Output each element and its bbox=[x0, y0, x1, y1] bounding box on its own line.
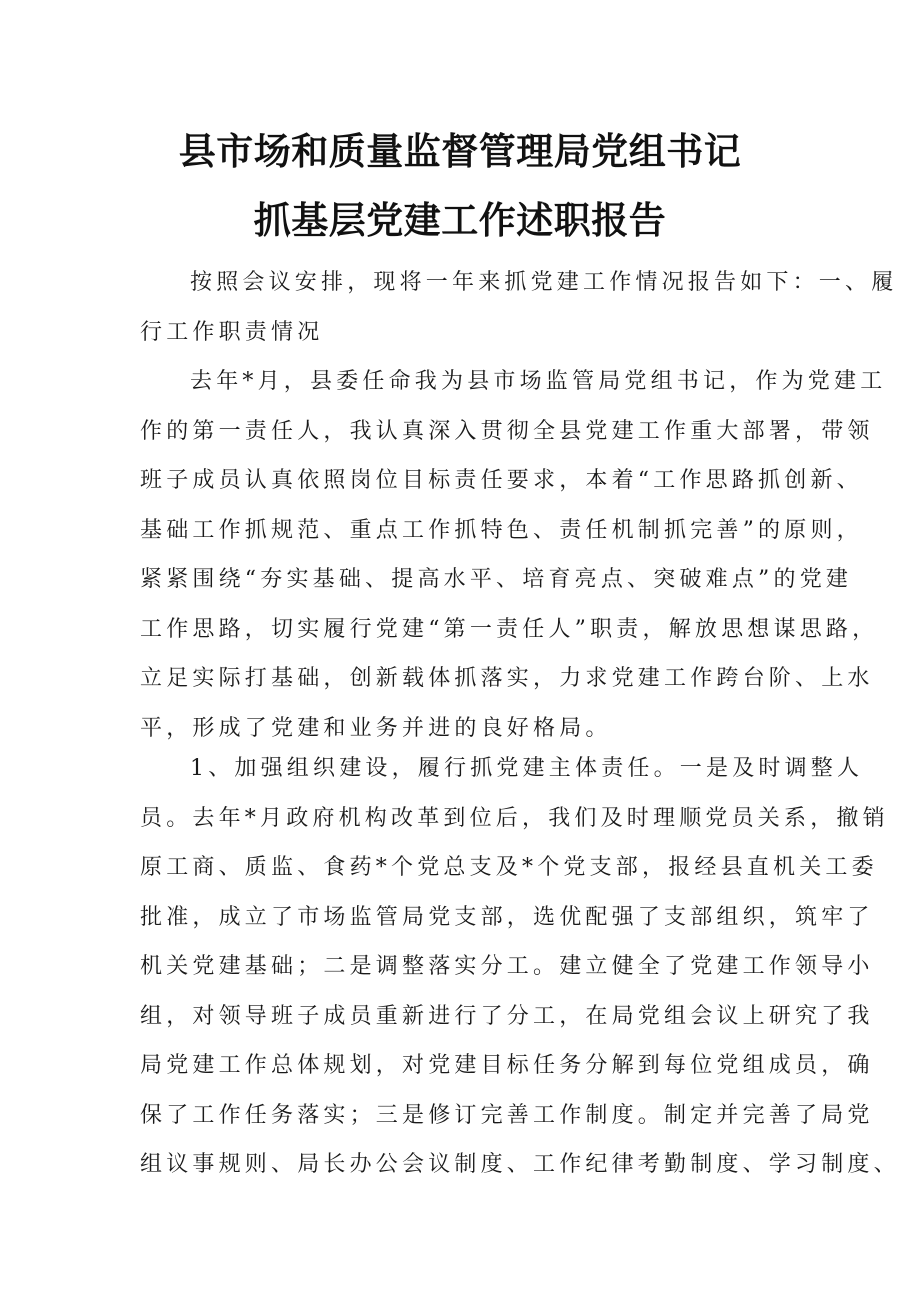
paragraph-2 bbox=[140, 744, 900, 1190]
paragraph-line: 组议事规则、局长办公会议制度、工作纪律考勤制度、学习制度、 bbox=[140, 1152, 900, 1177]
intro-line: 行工作职责情况 bbox=[140, 319, 324, 345]
paragraph-line: 基础工作抓规范、重点工作抓特色、责任机制抓完善”的原则， bbox=[140, 517, 863, 543]
paragraph-line: 1、加强组织建设，履行抓党建主体责任。一是及时调整人 bbox=[190, 756, 864, 781]
paragraph-line: 批准，成立了市场监管局党支部，选优配强了支部组织，筑牢了 bbox=[140, 904, 874, 930]
paragraph-line: 班子成员认真依照岗位目标责任要求，本着“工作思路抓创新、 bbox=[140, 468, 863, 493]
paragraph-line: 工作思路，切实履行党建“第一责任人”职责，解放思想谋思路， bbox=[140, 616, 879, 642]
intro-line: 按照会议安排，现将一年来抓党建工作情况报告如下：一、履 bbox=[190, 270, 898, 295]
paragraph-line: 组，对领导班子成员重新进行了分工，在局党组会议上研究了我 bbox=[140, 1003, 874, 1029]
paragraph-line: 立足实际打基础，创新载体抓落实，力求党建工作跨台阶、上水 bbox=[140, 666, 874, 691]
paragraph-line: 原工商、质监、食药*个党总支及*个党支部，报经县直机关工委 bbox=[140, 855, 878, 880]
intro-paragraph bbox=[140, 258, 898, 357]
paragraph-line: 局党建工作总体规划，对党建目标任务分解到每位党组成员，确 bbox=[140, 1053, 874, 1078]
paragraph-line: 平，形成了党建和业务并进的良好格局。 bbox=[140, 715, 612, 741]
paragraph-line: 机关党建基础；二是调整落实分工。建立健全了党建工作领导小 bbox=[140, 954, 874, 979]
paragraph-line: 紧紧围绕“夯实基础、提高水平、培育亮点、突破难点”的党建 bbox=[140, 567, 853, 592]
document-title-line-1: 县市场和质量监督管理局党组书记 bbox=[178, 130, 742, 173]
paragraph-1 bbox=[140, 357, 887, 753]
paragraph-line: 去年*月，县委任命我为县市场监管局党组书记，作为党建工 bbox=[190, 369, 887, 394]
paragraph-line: 作的第一责任人，我认真深入贯彻全县党建工作重大部署，带领 bbox=[140, 418, 874, 444]
document-title-line-2: 抓基层党建工作述职报告 bbox=[253, 199, 667, 242]
paragraph-line: 保了工作任务落实；三是修订完善工作制度。制定并完善了局党 bbox=[140, 1102, 874, 1128]
paragraph-line: 员。去年*月政府机构改革到位后，我们及时理顺党员关系，撤销 bbox=[140, 805, 889, 831]
